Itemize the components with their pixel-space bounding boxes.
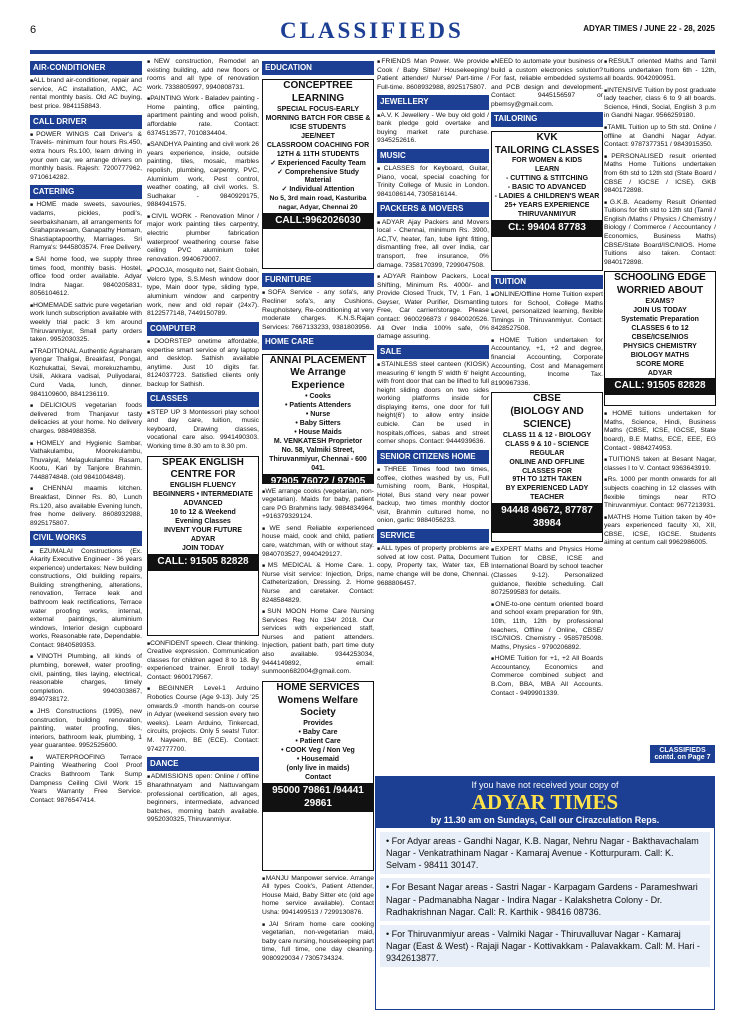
circulation-rep: • For Thiruvanmiyur areas - Valmiki Nagar - Thiruvalluvar Nagar - Kamaraj Nagar (East & West) - Rajaji Nagar - Kottivakkam - Palavakkam. Call: M. Hari - 9342613877. [380, 925, 710, 967]
category-heading: CALL DRIVER [30, 115, 142, 129]
category-heading: TUITION [491, 275, 603, 289]
ad-line: - BASIC TO ADVANCED [507, 184, 587, 192]
category-heading: DANCE [147, 757, 259, 771]
classified-ad: ■ MANJU Manpower service. Arrange All types Cook's, Patient Attender, House Maid, Baby Sitter etc (old age home service available). Contact Usha: 9941499513 / 7299130876. [262, 875, 374, 918]
classified-ad: ■ MS MEDICAL & Home Care. 1. Nurse visit service: Injection, Drips, Catheterization, Dressing. 2. Home Nurse and caretaker. Contact: 8248584829. [262, 562, 374, 605]
classified-ad: ■ ONLINE/Offline Home Tuition expert tutors for School, College Maths Level, personalized learning, flexible Timings in Thiruvanmiyur. Contact: 8428527508. [491, 291, 603, 334]
ad-line: KVK [536, 131, 558, 143]
classified-ad: ■ MATHS Home Tuition taken by 40+ years experienced faculty XI, XII, CBSE, ICSE, IGCSE. Students aiming at centum call 9962986005. [604, 514, 716, 548]
classified-ad: ■ INTENSIVE Tuition by post graduate lady teacher, class 6 to 9 all boards. Science, Hindi, Social, English 3 p.m in Gandhi Nagar. 9566259180. [604, 87, 716, 121]
classified-ad: ■ TAMIL Tuition up to 5th std. Online / offline at Gandhi Nagar Adyar. Contact: 9787377351 / 9843915350. [604, 124, 716, 150]
ad-line: CBSE [533, 393, 561, 405]
ad-line: ENGLISH FLUENCY [169, 482, 237, 490]
ad-phone: 97905 76072 / 97905 [263, 474, 373, 484]
ad-line: BIOLOGY MATHS [630, 351, 690, 359]
classified-ad: ■ SANDHYA Painting and civil work 26 years experience, inside, outside painting, tiles, mosaic, marbles repolish, plumbing, carpentry, PVC, Aluminium work, Pest control, weather coating, all civil works. S. Sudhakar - 9840929175, 9884941575. [147, 141, 259, 210]
category-heading: JEWELLERY [377, 95, 489, 109]
classified-ad: ■ DELICIOUS vegetarian foods delivered from Thanjavur tasty delicacies at your home. No delivery charges. 9884988358. [30, 402, 142, 436]
ad-line: Systematic Preparation [621, 315, 699, 323]
category-heading: PACKERS & MOVERS [377, 202, 489, 216]
ad-line: Provides [303, 720, 333, 728]
ad-line: - LADIES & CHILDREN'S WEAR [494, 193, 600, 201]
category-heading: COMPUTER [147, 322, 259, 336]
display-ad [147, 456, 259, 636]
classified-ad: ■ G.K.B. Academy Result Oriented Tuitions for 6th std to 12th std (Tamil / English /Maths / Physics / Chemistry / Biology / Commerce / Accountancy / Economics, Business Maths) CBSE/State Board/ISC/NIOS. Home Tuitions also taken. Contact: 9840172898. [604, 199, 716, 268]
circulation-rep: • For Besant Nagar areas - Sastri Nagar - Karpagam Gardens - Parameshwari Nagar - Padmanabha Nagar - Indira Nagar - Kalakshetra Colony - Dr. Radhakrishnan Nagar. Call: R. Karthik - 98416 08736. [380, 878, 710, 920]
column-3 [262, 58, 374, 1008]
ad-line: • COOK Veg / Non Veg [281, 746, 355, 754]
classified-ad: ■ WE arrange cooks (vegetarian, non-vegetarian). Maids for baby, patient care PG Brahmins lady. 9884834964, +916379329124. [262, 488, 374, 522]
ad-phone: 94448 49672, 87787 38984 [492, 503, 602, 533]
circulation-rep: • For Adyar areas - Gandhi Nagar, K.B. Nagar, Nehru Nagar - Bakthavachalam Nagar - Venkatrathinam Nagar - Kamaraj Avenue - Kotturpuram. Call: K. Selvam - 98411 30147. [380, 832, 710, 874]
classified-ad: ■ A.V. K Jewellery - We buy old gold / bank pledge gold overtake and buying market rate purchase. 9345252616. [377, 112, 489, 146]
classified-ad: ■ DOORSTEP onetime affordable, expertise smart service of any laptop and desktop. Sathish available anytime. Just 10 digits far. 8124037723. Satisfied clients only backup for Sathish. [147, 338, 259, 389]
category-heading: CATERING [30, 185, 142, 199]
ad-line: PHYSICS CHEMISTRY [623, 342, 697, 350]
category-heading: EDUCATION [262, 61, 374, 75]
classified-ad: ■ ADYAR Ajay Packers and Movers local - Chennai, minimum Rs. 3900, AC,TV, heater, fan, tube light fitting, dismantling free, all over India, car transport, free insurance, 0% damage. 7358170399, 7299047508. [377, 219, 489, 270]
ad-line: FOR WOMEN & KIDS [512, 157, 582, 165]
ad-line: BEGINNERS • INTERMEDIATE [153, 491, 253, 499]
ad-line: M. VENKATESH Proprietor [273, 437, 363, 445]
ad-line: CLASS 9 & 10 - SCIENCE [505, 440, 589, 448]
column-5 [491, 58, 603, 773]
ad-phone: CALL:9962026030 [263, 213, 373, 230]
classified-ad: ■ STEP UP 3 Montessori play school and day care, tuition, music keyboard, Drawing classes, vocational care also. 9941490303. Working time 8.30 am to 8.30 pm. [147, 409, 259, 452]
column-6 [604, 58, 716, 743]
classified-ad: ■ BEGINNER Level-1 Arduino Robotics Course (Age 9-13). July '25 onwards.9 -month hands-on course in Adyar (weekend session every two weeks). Learn Arduino, Tinkercad, circuits, projects. Only 5 seats! Tutor: M. Nayeem, BE (ECE). Contact: 9742777700. [147, 685, 259, 754]
ad-line: JEE/NEET [301, 132, 335, 140]
ad-line: REGULAR [529, 449, 565, 457]
ad-line: • Baby Care [298, 729, 338, 737]
classified-ad: ■ CIVIL WORK - Renovation Minor / major work painting tiles carpentry, electric plumber fabrication waterproof weathering course false ceiling PVC aluminium toilet renovation. 9940679007. [147, 213, 259, 264]
ad-line: LEARN [534, 166, 560, 174]
classified-ad: ■ RESULT oriented Maths and Tamil tuitions undertaken from 6th - 12th, all boards. 9042090951. [604, 58, 716, 84]
classified-ad: ■ POOJA, mosquito net, Saint Gobain, Velcro type, S.S.Mesh window door type, Main door type, sliding type, aluminium window and carpentry work, new and old repair (24x7). 8122577148, 7449150789. [147, 267, 259, 318]
ad-line: SCORE MORE [636, 360, 684, 368]
ad-phone: CALL: 91505 82828 [148, 554, 258, 571]
classified-ad: ■ POWER WINGS Call Driver's & Travels- minimum four hours Rs.450, extra hours Rs.100, learn driving in your own car, we arrange drivers on monthly basis. Rajesh: 7200777962, 9710614282. [30, 131, 142, 182]
classified-ad: ■ CLASSES for Keyboard, Guitar, Piano, vocal, special coaching for Trinity College of Music in London. 9841086144, 7305816144. [377, 165, 489, 199]
classified-ad: ■ EXPERT Maths and Physics Home Tuition for CBSE, ICSE and International Board by school teacher (Classes 9-12). Personalized guidance, flexible scheduling. Call 8072599583 for details. [491, 546, 603, 597]
ad-line: (only live in maids) [286, 764, 350, 772]
section-title: CLASSIFIEDS [280, 18, 464, 43]
ad-line: CLASSES FOR [522, 467, 572, 475]
classified-ad: ■ ADYAR Rainbow Packers, Local Shifting, Minimum Rs. 4000/- and Provide Closed Truck, TV, 1 Fan, 1 Geyser, Water Purifier, Dismantling Free, Car carrier/storage. Please contact: 9600296873 / 9840020526. All Over India 100% safe, 0% damage assuring. [377, 273, 489, 342]
ad-line: ONLINE AND OFFLINE [509, 458, 585, 466]
classified-ad: ■ SUN MOON Home Care Nursing Services Reg No 134/ 2018. Our services with experienced staff, Nurses and patient attenders. Injection, patient bath, part time duty also available. 9344253034, 9444149892, email: sunmoon682004@gmail.com. [262, 608, 374, 677]
category-heading: CLASSES [147, 392, 259, 406]
category-heading: SALE [377, 345, 489, 359]
display-ad [262, 354, 374, 484]
classified-ad: ■ NEW construction, Remodel an existing building, add new floors or rooms and all type of renovation work. 7338805997, 9940808731. [147, 58, 259, 92]
classified-ad: ■ JAI Sriram home care cooking vegetarian, non-vegetarian maid, baby care nursing, housekeeping part time, full time, one day cleaning. 9080929034 / 7305734324. [262, 921, 374, 964]
ad-line: ADYAR [190, 535, 216, 543]
category-heading: SENIOR CITIZENS HOME [377, 450, 489, 464]
classified-ad: ■ HOME tuitions undertaken for Maths, Science, Hindi, Business Maths (CBSE, ICSE, IGCSE, State board), B.E Maths, ECE, EEE, EG Contact - 9884274953. [604, 410, 716, 453]
ad-line: CBSE/ICSE/NIOS [631, 333, 689, 341]
ad-line: LEARNING [291, 93, 345, 105]
ad-line: CONCEPTREE [283, 80, 353, 92]
ad-line: • Housemaid [296, 755, 340, 763]
ad-line: TAILORING CLASSES [494, 144, 600, 156]
classified-ad: ■ CONFIDENT speech. Clear thinking. Creative expression. Communication classes for children aged 8 to 18. By experienced trainer. Enroll today! Contact: 9600179567. [147, 640, 259, 683]
ad-line: BY EXPERIENCED LADY TEACHER [505, 485, 589, 502]
ad-line: • Cooks [305, 392, 331, 400]
classified-ad: ■ HOMELY and Hygienic Sambar, Vathakulambu, Moorekulambu, Thuvaiyal, Melagukulambu Rasam, Kootu, Kari by Tanjore Brahmin. 7448874848. (old 9841004848). [30, 440, 142, 483]
ad-line: CLASS 11 & 12 - BIOLOGY [502, 431, 592, 439]
classified-ad: ■ TUITIONS taken at Besant Nagar, classes I to V. Contact 9363643919. [604, 456, 716, 473]
ad-line: JOIN US TODAY [633, 306, 687, 314]
ad-line: CENTRE FOR [170, 469, 236, 481]
category-heading: CIVIL WORKS [30, 531, 142, 545]
ad-line: SPEAK ENGLISH [162, 456, 244, 468]
display-ad [604, 271, 716, 406]
classified-ad: ■ STAINLESS steel canteen (KIOSK) measuring 6' length 5' width 6' height with front door that can be lifted to full height sliding doors on two sides working platforms inside for displaying items, one door for full height(6') to allow entry inside cubicle. Can be used in hospitals,offices, sabas and street corner shops. Contact: 9444939636. [377, 361, 489, 447]
ad-line: INVENT YOUR FUTURE [163, 526, 243, 534]
display-ad [262, 79, 374, 269]
ad-line: ANNAI PLACEMENT [269, 354, 367, 366]
classified-ad: ■ FRIENDS Man Power. We provide Cook / Baby Sitter/ Housekeeping/ Patient attender/ Nurse/ Part-time / Full-time. 8608932988, 8925175807. [377, 58, 489, 92]
classified-ad: ■ NEED to automate your business or build a custom electronics solution? For fast, reliable embedded systems and PCB design and development. Contact: 9445156597 or pbemsy@gmail.com. [491, 58, 603, 109]
category-heading: SERVICE [377, 529, 489, 543]
ad-line: ✓ Individual Attention [281, 186, 355, 194]
banner-title: ADYAR TIMES [471, 790, 619, 814]
classified-ad: ■ WE send Reliable experienced house maid, cook and child, patient care, watchman, with or without stay. 9840703527, 9940429127. [262, 525, 374, 559]
classified-ad: ■ PAINTING Work - Baladev painting - Home painting, office painting, apartment painting and wood polish, affordable rate. Contact: 6374513577, 7010834404. [147, 95, 259, 138]
classified-ad: ■ ONE-to-one centum oriented board and school exam preparation for 9th, 10th, 11th, 12th by professional teachers, Offline / Online, CBSE/ ISC/NIOS. Chemistry - 9585785098. Maths, Physics - 9790206892. [491, 601, 603, 652]
ad-line: 12TH & 11TH STUDENTS [276, 150, 360, 158]
ad-line: ✓ Comprehensive Study Material [277, 168, 359, 185]
banner-subtitle: by 11.30 am on Sundays, Call our Cirazculation Reps. [430, 815, 660, 825]
ad-phone: 95000 79861 /94441 29861 [263, 783, 373, 813]
category-heading: TAILORING [491, 112, 603, 126]
banner-intro: If you have not received your copy of [471, 780, 619, 790]
ad-address: No 5, 3rd main road, Kasturiba nagar, Adyar, Chennai 20 [269, 195, 367, 211]
category-heading: FURNITURE [262, 273, 374, 287]
ad-line: JOIN TODAY [181, 544, 224, 552]
header-rule [30, 50, 715, 54]
category-heading: MUSIC [377, 149, 489, 163]
display-ad [491, 392, 603, 542]
ad-line: • Baby Sitters [295, 419, 341, 427]
classified-ad: ■ Rs. 1000 per month onwards for all subjects coaching in 12 classes with flexible timings near RTO Thiruvanmiyur. Contact: 9677213931. [604, 476, 716, 510]
ad-phone: CALL: 91505 82828 [605, 378, 715, 395]
ad-line: THIRUVANMIYUR [517, 211, 577, 219]
column-2 [147, 58, 259, 1008]
ad-line: • Patients Attenders [285, 401, 351, 409]
ad-phone: Ct.: 99404 87783 [492, 220, 602, 237]
classified-ad: ■ ALL types of property problems are solved at low cost. Patta, Document copy, Property tax, Water tax, EB name change will be done, Chennai. 9688806457. [377, 545, 489, 588]
ad-line: Womens Welfare Society [277, 694, 359, 719]
display-ad [262, 681, 374, 871]
ad-line: No. 58, Valmiki Street, Thiruvanmiyur, Chennai - 600 041. [269, 446, 367, 472]
ad-line: CLASSROOM COACHING FOR [266, 141, 370, 149]
circulation-banner [375, 776, 715, 1010]
classified-ad: ■ CHENNAI maamis kitchen. Breakfast, Dinner Rs. 80, Lunch Rs.120, also available Evening lunch, free home delivery. 8608932988, 8925175807. [30, 485, 142, 528]
classified-ad: ■ WATERPROOFING Terrace Painting Weathering Cool Proof Cracks Bathroom Tank Sump Dampness Ceiling Civil Work 15 Years Warranty Free Service. Contact: 9876547414. [30, 754, 142, 805]
ad-line: • House Maids [294, 428, 342, 436]
classified-ad: ■ JHS Constructions (1995), new construction, building renovation, painting, water proofing, tiles, interiors, bathroom leak, plumbing, 1 year guarantee. 9952525600. [30, 708, 142, 751]
ad-line: 10 to 12 & Weekend [170, 509, 236, 517]
classified-ad: ■ ALL brand air-conditioner, repair and service, AC installation, AMC, AC rental monthly basis. Old AC buying, best price. 9841158843. [30, 77, 142, 111]
ad-line: SPECIAL FOCUS-EARLY MORNING BATCH FOR CBSE & ICSE STUDENTS [265, 105, 371, 131]
ad-line: Contact [304, 773, 332, 781]
ad-line: ADVANCED [183, 500, 223, 508]
ad-line: ✓ Experienced Faculty Team [270, 159, 366, 167]
classified-ad: ■ HOME made sweets, savouries, vadams, pickles, podi's, seerbakshanam, all arrangements for Grahapravesam, Ganapathy Homam, Shastiaptapoorthy, Marriages. Sri Ramya's: 9445803574. Free Delivery. [30, 201, 142, 252]
ad-line: WORRIED ABOUT [616, 285, 704, 297]
continued-notice: CLASSIFIEDS contd. on Page 7 [650, 745, 715, 763]
category-heading: AIR-CONDITIONER [30, 61, 142, 75]
ad-line: Evening Classes [175, 518, 231, 525]
classified-ad: ■ HOMEMADE sattvic pure vegetarian work lunch subscription available with weekly trial pack: 3 km around Thiruvanmiyur, Small party orders taken. 9952030325. [30, 302, 142, 345]
classified-ad: ■ HOME Tuition undertaken for Accountancy, +1, +2 and degree, financial Accounting, Corporate Accounting, Cost and Management Accounting, Income Tax. 8190967336. [491, 337, 603, 388]
ad-line: 25+ YEARS EXPERIENCE [504, 202, 590, 210]
classified-ad: ■ ADMISSIONS open: Online / offline Bharathnatyam and Nattuvangam professional certification, all ages, beginners, intermediate, advanced batches, morning batch available. 9952030325, Thiruvanmiyur. [147, 773, 259, 824]
classified-ad: ■ PERSONALISED result oriented Maths Home Tuitions undertaken from 6th std to 12th std (State Board / CBSE / IGCSE / ICSE). GKB 9840172898. [604, 153, 716, 196]
classified-ad: ■ SAI home food, we supply three times food, monthly basis. Hostel, office food order available. Adyar Indra Nagar. 9840205831, 8056104612. [30, 256, 142, 299]
ad-line: EXAMS? [645, 297, 675, 305]
ad-line: • Nurse [305, 410, 331, 418]
classified-ad: ■ VINOTH Plumbing, all kinds of plumbing, borewell, water proofing, civil, painting, tiles laying, electrical, reasonable charges, timely completion. 9940303867, 8940738172. [30, 653, 142, 704]
category-heading: HOME CARE [262, 335, 374, 349]
page-header [30, 18, 715, 52]
ad-line: We Arrange Experience [290, 367, 346, 392]
classified-ad: ■ TRADITIONAL Authentic Agraharam Iyengar Thaligai, Breakfast, Pongal, Kozhukattai, Sevai, morekuzhambu, Usili, Akkara vadisal, Puliyodarai, Curd Vada, lunch, dinner. 9841109600, 8841236119. [30, 348, 142, 399]
column-1 [30, 58, 142, 1008]
ad-line: - CUTTING & STITCHING [505, 175, 589, 183]
classified-ad: ■ SOFA Service - any sofa's, any Recliner sofa's, any Cushions, Reupholstery, Re-conditioning at very moderate charges. K.N.S.Rajan Services: 7667133233, 9381803956. [262, 289, 374, 332]
classified-ad: ■ THREE Times food two times, coffee, clothes washed by us, Full furnishing room, Bank, Hospital, Hotel, Bus stand very near power backup, two times monthly doctor visit, Brahmin cultured home, no onion, garlic: 9884056233. [377, 466, 489, 526]
classified-ad: ■ HOME Tuition for +1, +2 All Boards Accountancy, Economics and Commerce combined subject and B.Com, BBA, MBA All Accounts. Contact - 9499901339. [491, 655, 603, 698]
banner-header [376, 777, 714, 828]
classified-ad: ■ EZUMALAI Constructions (Ex. Akarity Executive Engineer - 36 years experience) undertakes: New building constructions, Old building repairs, Building strengthening, alterations, renovation, Terrace leak and bathroom leak rectifications, Terrace water proofing works, internal, external paintings, aluminium windows, Interior design cupboard works, Reasonable rate, Dependable. Contact: 9840589353. [30, 548, 142, 651]
edition-date: ADYAR TIMES / JUNE 22 - 28, 2025 [583, 24, 715, 33]
ad-line: SCHOOLING EDGE [614, 272, 706, 284]
page-number: 6 [30, 24, 37, 36]
ad-line: HOME SERVICES [276, 681, 360, 693]
ad-line: • Patient Care [295, 738, 341, 746]
ad-line: ADYAR [647, 369, 673, 377]
ad-line: CLASSES 6 to 12 [631, 324, 689, 332]
display-ad [491, 131, 603, 271]
ad-line: 9TH TO 12TH TAKEN [512, 476, 582, 484]
ad-line: (BIOLOGY AND SCIENCE) [510, 406, 584, 430]
